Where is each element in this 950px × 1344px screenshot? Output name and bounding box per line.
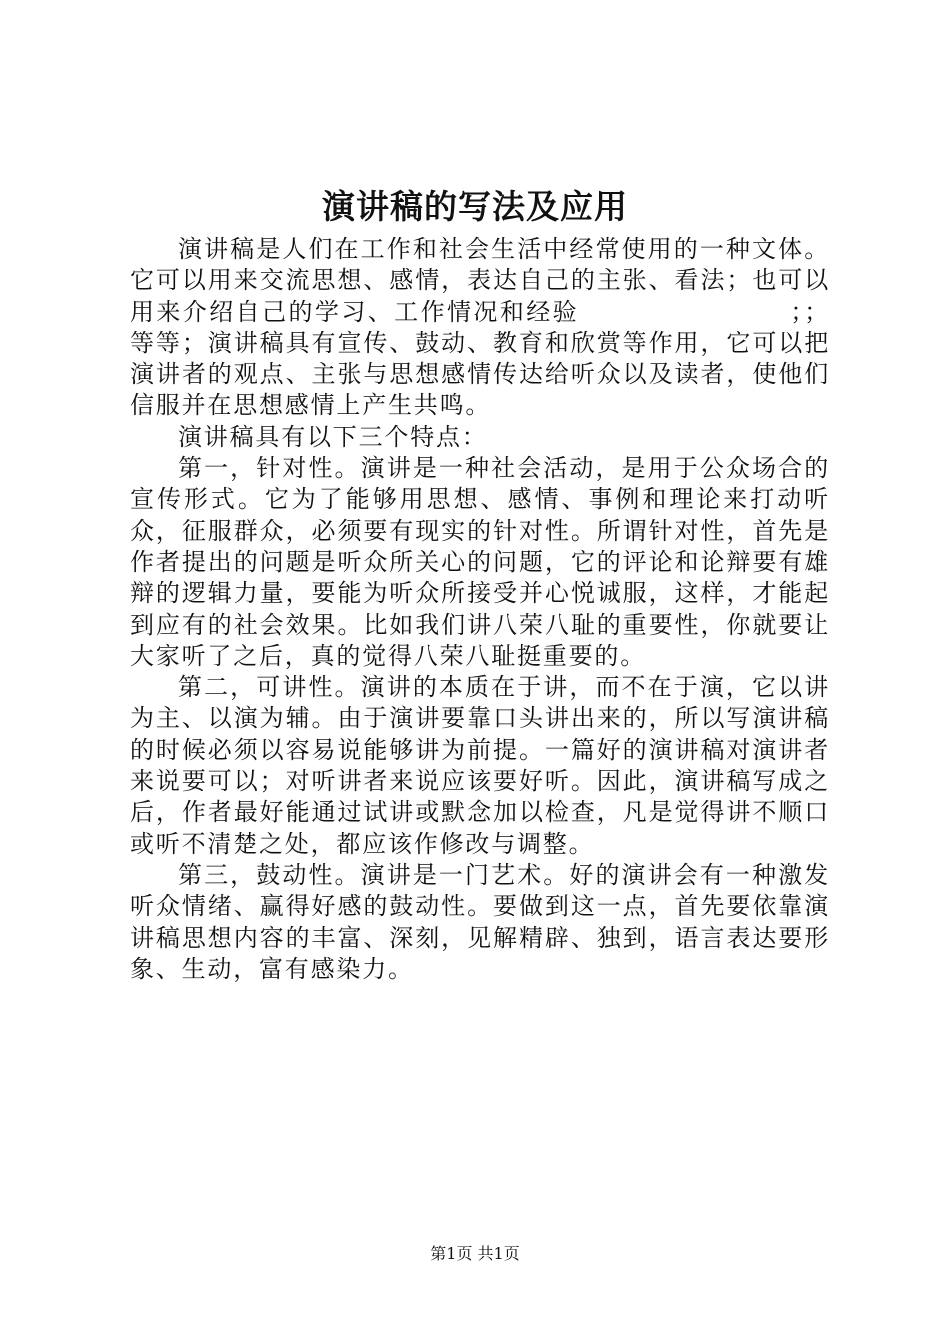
paragraph-intro: 演讲稿是人们在工作和社会生活中经常使用的一种文体。它可以用来交流思想、感情，表达自己的主张、看法；也可以用来介绍自己的学习、工作情况和经验 ；；等等；演讲稿具有宣传、鼓动、教育和欣赏等作用，它可以把演讲者的观点、主张与思想感情传达给听众以及读者，使他们信服并在思想感情上产生共鸣。 [130,235,830,420]
paragraph-feature-3: 第三，鼓动性。演讲是一门艺术。好的演讲会有一种激发听众情绪、赢得好感的鼓动性。要做到这一点，首先要依靠演讲稿思想内容的丰富、深刻，见解精辟、独到，语言表达要形象、生动，富有感染力。 [130,860,830,983]
paragraph-feature-1: 第一，针对性。演讲是一种社会活动，是用于公众场合的宣传形式。它为了能够用思想、感情、事例和理论来打动听众，征服群众，必须要有现实的针对性。所谓针对性，首先是作者提出的问题是听众所关心的问题，它的评论和论辩要有雄辩的逻辑力量，要能为听众所接受并心悦诚服，这样，才能起到应有的社会效果。比如我们讲八荣八耻的重要性，你就要让大家听了之后，真的觉得八荣八耻挺重要的。 [130,454,830,670]
document-title: 演讲稿的写法及应用 [322,187,628,226]
paragraph-features-heading: 演讲稿具有以下三个特点： [178,422,488,451]
paragraph-feature-2: 第二，可讲性。演讲的本质在于讲，而不在于演，它以讲为主、以演为辅。由于演讲要靠口头讲出来的，所以写演讲稿的时候必须以容易说能够讲为前提。一篇好的演讲稿对演讲者来说要可以；对听讲者来说应该要好听。因此，演讲稿写成之后，作者最好能通过试讲或默念加以检查，凡是觉得讲不顺口或听不清楚之处，都应该作修改与调整。 [130,673,830,858]
page-footer: 第1页 共1页 [430,1244,520,1263]
document-body [130,234,830,985]
